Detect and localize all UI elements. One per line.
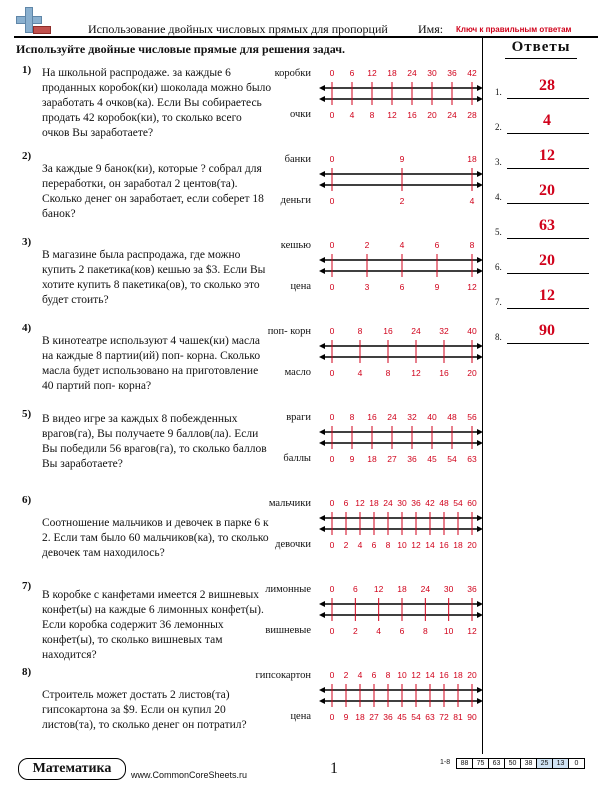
answer-value: 28 xyxy=(539,77,555,94)
bottom-tick-label: 28 xyxy=(467,110,477,120)
bottom-tick-label: 36 xyxy=(407,454,417,464)
score-cell: 0 xyxy=(569,759,585,769)
top-tick-label: 0 xyxy=(329,584,335,594)
top-tick-label: 16 xyxy=(439,670,449,680)
answer-row xyxy=(493,215,593,239)
bottom-tick-label: 0 xyxy=(329,712,335,722)
score-table xyxy=(456,758,585,769)
bottom-tick-label: 2 xyxy=(399,196,405,206)
answer-number: 3. xyxy=(495,157,502,167)
top-tick-label: 24 xyxy=(420,584,431,594)
bottom-line-label: цена xyxy=(290,711,311,722)
bottom-tick-label: 0 xyxy=(329,110,335,120)
top-tick-label: 18 xyxy=(397,584,407,594)
score-cell: 25 xyxy=(537,759,553,769)
top-number-line xyxy=(319,257,483,263)
number-line-graphic xyxy=(269,494,483,580)
top-tick-label: 30 xyxy=(397,498,407,508)
bottom-tick-label: 63 xyxy=(467,454,477,464)
answer-line xyxy=(507,308,589,309)
top-number-line xyxy=(319,601,483,607)
answer-line xyxy=(507,273,589,274)
bottom-tick-label: 12 xyxy=(387,110,397,120)
bottom-tick-label: 54 xyxy=(411,712,421,722)
top-tick-label: 2 xyxy=(364,240,370,250)
bottom-tick-label: 54 xyxy=(447,454,457,464)
double-number-line xyxy=(269,236,483,322)
problem-3 xyxy=(14,236,482,322)
top-tick-label: 30 xyxy=(427,68,437,78)
instructions: Используйте двойные числовые прямые для решения задач. xyxy=(16,42,346,56)
problem-number: 2) xyxy=(22,150,32,162)
answer-number: 6. xyxy=(495,262,502,272)
bottom-tick-label: 6 xyxy=(399,282,405,292)
double-number-line xyxy=(265,580,483,666)
top-tick-label: 40 xyxy=(467,326,477,336)
problem-number: 7) xyxy=(22,580,32,592)
double-number-line xyxy=(269,64,483,150)
top-tick-label: 18 xyxy=(387,68,397,78)
answer-row xyxy=(493,75,593,99)
double-number-line xyxy=(269,322,483,408)
answer-number: 2. xyxy=(495,122,502,132)
top-number-line xyxy=(319,343,483,349)
top-tick-label: 0 xyxy=(329,498,335,508)
top-tick-label: 4 xyxy=(357,670,363,680)
bottom-tick-label: 72 xyxy=(439,712,449,722)
bottom-tick-label: 36 xyxy=(383,712,393,722)
bottom-tick-label: 20 xyxy=(467,540,477,550)
bottom-number-line xyxy=(319,612,483,618)
top-tick-label: 12 xyxy=(373,584,384,594)
top-tick-label: 12 xyxy=(367,68,377,78)
problem-text: В видео игре за каждых 8 побежденных врагов(га), Вы получаете 9 баллов(ла). Если Вы победили 56 врагов(га), то сколько баллов Вы заработаете? xyxy=(42,413,267,470)
bottom-tick-label: 9 xyxy=(343,712,349,722)
problem-number: 1) xyxy=(22,64,32,76)
site-url: www.CommonCoreSheets.ru xyxy=(131,770,248,780)
top-line-label: враги xyxy=(286,412,311,423)
top-tick-label: 6 xyxy=(434,240,440,250)
bottom-tick-label: 9 xyxy=(434,282,440,292)
bottom-tick-label: 4 xyxy=(357,540,363,550)
top-tick-label: 6 xyxy=(349,68,355,78)
double-number-line xyxy=(269,150,483,236)
bottom-tick-label: 8 xyxy=(385,368,391,378)
problem-6 xyxy=(14,494,482,580)
double-number-line xyxy=(269,494,483,580)
problem-number: 4) xyxy=(22,322,32,334)
answer-row xyxy=(493,285,593,309)
top-tick-label: 0 xyxy=(329,68,335,78)
bottom-tick-label: 12 xyxy=(467,626,477,636)
top-tick-label: 12 xyxy=(411,670,421,680)
answer-line xyxy=(507,203,589,204)
bottom-tick-label: 6 xyxy=(371,540,377,550)
bottom-tick-label: 2 xyxy=(343,540,349,550)
top-tick-label: 48 xyxy=(439,498,449,508)
top-tick-label: 0 xyxy=(329,412,335,422)
top-tick-label: 36 xyxy=(447,68,457,78)
problem-text: Соотношение мальчиков и девочек в парке 6 к 2. Если там было 60 мальчиков(ка), то сколько девочек там находилось? xyxy=(42,517,269,559)
bottom-tick-label: 45 xyxy=(427,454,437,464)
bottom-tick-label: 4 xyxy=(357,368,363,378)
bottom-tick-label: 81 xyxy=(453,712,463,722)
top-tick-label: 32 xyxy=(407,412,417,422)
bottom-tick-label: 9 xyxy=(349,454,355,464)
plus-logo-icon xyxy=(14,6,44,36)
double-number-line xyxy=(269,408,483,494)
bottom-tick-label: 4 xyxy=(469,196,475,206)
answer-row xyxy=(493,145,593,169)
top-line-label: коробки xyxy=(274,68,311,79)
score-cell: 13 xyxy=(553,759,569,769)
top-tick-label: 4 xyxy=(399,240,405,250)
bottom-line-label: цена xyxy=(290,281,311,292)
bottom-tick-label: 16 xyxy=(407,110,417,120)
answer-row xyxy=(493,320,593,344)
top-tick-label: 18 xyxy=(453,670,463,680)
bottom-tick-label: 3 xyxy=(364,282,370,292)
top-tick-label: 42 xyxy=(425,498,435,508)
bottom-tick-label: 12 xyxy=(467,282,477,292)
top-line-label: поп- корн xyxy=(267,326,311,337)
answer-line xyxy=(507,343,589,344)
answers-column xyxy=(482,37,598,754)
score-range: 1-8 xyxy=(440,759,451,766)
answer-value: 4 xyxy=(543,112,551,129)
top-tick-label: 24 xyxy=(411,326,421,336)
top-tick-label: 6 xyxy=(352,584,358,594)
score-cell: 38 xyxy=(521,759,537,769)
top-tick-label: 8 xyxy=(349,412,355,422)
top-tick-label: 40 xyxy=(427,412,437,422)
top-tick-label: 16 xyxy=(367,412,377,422)
bottom-tick-label: 14 xyxy=(425,540,435,550)
problem-number: 8) xyxy=(22,666,32,678)
top-tick-label: 48 xyxy=(447,412,457,422)
bottom-tick-label: 63 xyxy=(425,712,435,722)
number-line-graphic xyxy=(269,408,483,494)
problem-number: 3) xyxy=(22,236,32,248)
problem-text: На школьной распродаже. за каждые 6 проданных коробок(ки) шоколада можно было заработать 4 очков(ка). Если Вы собираетесь продать 42 коробок(ки), то сколько всего очков Вы заработаете? xyxy=(42,67,272,139)
top-tick-label: 60 xyxy=(467,498,477,508)
answer-number: 8. xyxy=(495,332,502,342)
problem-number: 5) xyxy=(22,408,32,420)
problem-number: 6) xyxy=(22,494,32,506)
top-tick-label: 18 xyxy=(369,498,379,508)
top-tick-label: 36 xyxy=(411,498,421,508)
bottom-tick-label: 27 xyxy=(387,454,397,464)
bottom-tick-label: 0 xyxy=(329,626,335,636)
bottom-tick-label: 18 xyxy=(453,540,463,550)
bottom-tick-label: 2 xyxy=(352,626,358,636)
bottom-tick-label: 8 xyxy=(369,110,375,120)
answer-number: 4. xyxy=(495,192,502,202)
top-number-line xyxy=(319,85,483,91)
top-tick-label: 14 xyxy=(425,670,435,680)
top-tick-label: 20 xyxy=(467,670,477,680)
bottom-number-line xyxy=(319,354,483,360)
answer-line xyxy=(507,168,589,169)
top-tick-label: 9 xyxy=(399,154,405,164)
bottom-tick-label: 90 xyxy=(467,712,477,722)
bottom-tick-label: 8 xyxy=(385,540,391,550)
number-line-graphic xyxy=(269,236,483,322)
bottom-tick-label: 10 xyxy=(397,540,407,550)
top-tick-label: 24 xyxy=(383,498,393,508)
problem-5 xyxy=(14,408,482,494)
bottom-tick-label: 16 xyxy=(439,368,449,378)
top-tick-label: 0 xyxy=(329,326,335,336)
problem-text: В кинотеатре используют 4 чашек(ки) масла на каждые 8 партии(ий) поп- корна. Сколько масла будет использовано на приготовление 40 партий поп- корна? xyxy=(42,335,261,392)
top-number-line xyxy=(319,171,483,177)
top-tick-label: 8 xyxy=(357,326,363,336)
bottom-tick-label: 10 xyxy=(443,626,454,636)
top-tick-label: 6 xyxy=(343,498,349,508)
answer-value: 90 xyxy=(539,322,555,339)
problem-7 xyxy=(14,580,482,666)
top-tick-label: 0 xyxy=(329,240,335,250)
answer-line xyxy=(507,238,589,239)
bottom-tick-label: 18 xyxy=(355,712,365,722)
bottom-tick-label: 0 xyxy=(329,540,335,550)
problem-1 xyxy=(14,64,482,150)
score-cell: 50 xyxy=(505,759,521,769)
answer-number: 5. xyxy=(495,227,502,237)
answer-number: 7. xyxy=(495,297,502,307)
answer-row xyxy=(493,250,593,274)
top-tick-label: 8 xyxy=(385,670,391,680)
number-line-graphic xyxy=(269,580,483,666)
name-label: Имя: xyxy=(418,22,444,36)
top-line-label: лимонные xyxy=(265,584,311,595)
bottom-tick-label: 45 xyxy=(397,712,407,722)
bottom-number-line xyxy=(319,96,483,102)
bottom-tick-label: 0 xyxy=(329,196,335,206)
answer-value: 63 xyxy=(539,217,555,234)
top-line-label: кешью xyxy=(280,240,311,251)
bottom-number-line xyxy=(319,182,483,188)
answer-key-label: Ключ к правильным ответам xyxy=(456,25,572,34)
top-tick-label: 16 xyxy=(383,326,393,336)
bottom-number-line xyxy=(319,440,483,446)
top-tick-label: 30 xyxy=(443,584,454,594)
answer-row xyxy=(493,110,593,134)
bottom-line-label: очки xyxy=(290,109,311,120)
top-line-label: гипсокартон xyxy=(255,670,311,681)
bottom-tick-label: 18 xyxy=(367,454,377,464)
problem-4 xyxy=(14,322,482,408)
answers-title: Ответы xyxy=(511,39,571,55)
bottom-tick-label: 4 xyxy=(376,626,382,636)
answer-row xyxy=(493,180,593,204)
problem-text: В коробке с канфетами имеется 2 вишневых конфет(ы) на каждые 6 лимонных конфет(ы). Если коробка содержит 36 лемонных конфет(ы), то сколько вишневых там находится? xyxy=(42,589,264,661)
bottom-number-line xyxy=(319,268,483,274)
answer-value: 20 xyxy=(539,252,555,269)
answer-value: 12 xyxy=(539,147,555,164)
bottom-tick-label: 24 xyxy=(447,110,457,120)
number-line-graphic xyxy=(269,322,483,408)
bottom-tick-label: 8 xyxy=(422,626,428,636)
top-number-line xyxy=(319,429,483,435)
top-tick-label: 8 xyxy=(469,240,475,250)
score-cell: 88 xyxy=(457,759,473,769)
worksheet-title: Использование двойных числовых прямых для пропорций xyxy=(88,22,388,36)
answer-value: 12 xyxy=(539,287,555,304)
bottom-tick-label: 6 xyxy=(399,626,405,636)
top-tick-label: 24 xyxy=(407,68,417,78)
bottom-tick-label: 20 xyxy=(467,368,477,378)
score-cell: 75 xyxy=(473,759,489,769)
bottom-tick-label: 12 xyxy=(411,368,421,378)
answer-line xyxy=(507,133,589,134)
top-tick-label: 42 xyxy=(467,68,477,78)
top-tick-label: 24 xyxy=(387,412,397,422)
problem-text: В магазине была распродажа, где можно купить 2 пакетика(ков) кешью за $3. Если Вы хотите купить 8 пакетика(ов), то сколько это будет стоить? xyxy=(42,249,266,306)
number-line-graphic xyxy=(269,150,483,236)
top-tick-label: 10 xyxy=(397,670,407,680)
bottom-tick-label: 16 xyxy=(439,540,449,550)
answer-line xyxy=(507,98,589,99)
top-tick-label: 36 xyxy=(467,584,477,594)
page-number: 1 xyxy=(330,760,338,777)
bottom-tick-label: 20 xyxy=(427,110,437,120)
top-tick-label: 54 xyxy=(453,498,463,508)
score-cell: 63 xyxy=(489,759,505,769)
problem-2 xyxy=(14,150,482,236)
bottom-line-label: девочки xyxy=(275,539,311,550)
bottom-line-label: баллы xyxy=(283,453,311,464)
top-tick-label: 12 xyxy=(355,498,365,508)
top-tick-label: 2 xyxy=(343,670,349,680)
top-tick-label: 18 xyxy=(467,154,477,164)
top-tick-label: 0 xyxy=(329,154,335,164)
bottom-line-label: деньги xyxy=(280,195,311,206)
problem-8 xyxy=(14,666,482,752)
bottom-line-label: вишневые xyxy=(265,625,311,636)
top-line-label: мальчики xyxy=(268,498,311,509)
number-line-graphic xyxy=(269,666,483,752)
top-tick-label: 32 xyxy=(439,326,449,336)
bottom-line-label: масло xyxy=(284,367,311,378)
bottom-tick-label: 0 xyxy=(329,282,335,292)
top-tick-label: 0 xyxy=(329,670,335,680)
brand-badge: Математика xyxy=(18,758,126,780)
bottom-tick-label: 0 xyxy=(329,368,335,378)
problem-text: За каждые 9 банок(ки), которые ? собрал для переработки, он заработал 2 центов(та). Сколько денег он заработает, если соберет 18 банок? xyxy=(42,163,264,220)
top-tick-label: 6 xyxy=(371,670,377,680)
number-line-graphic xyxy=(269,64,483,150)
bottom-tick-label: 27 xyxy=(369,712,379,722)
answer-number: 1. xyxy=(495,87,502,97)
problem-text: Строитель может достать 2 листов(та) гипсокартона за $9. Если он купил 20 листов(та), то сколько денег он потратил? xyxy=(42,689,247,731)
bottom-tick-label: 4 xyxy=(349,110,355,120)
answer-value: 20 xyxy=(539,182,555,199)
bottom-tick-label: 0 xyxy=(329,454,335,464)
top-line-label: банки xyxy=(284,154,311,165)
top-tick-label: 56 xyxy=(467,412,477,422)
bottom-tick-label: 12 xyxy=(411,540,421,550)
double-number-line xyxy=(255,666,483,752)
